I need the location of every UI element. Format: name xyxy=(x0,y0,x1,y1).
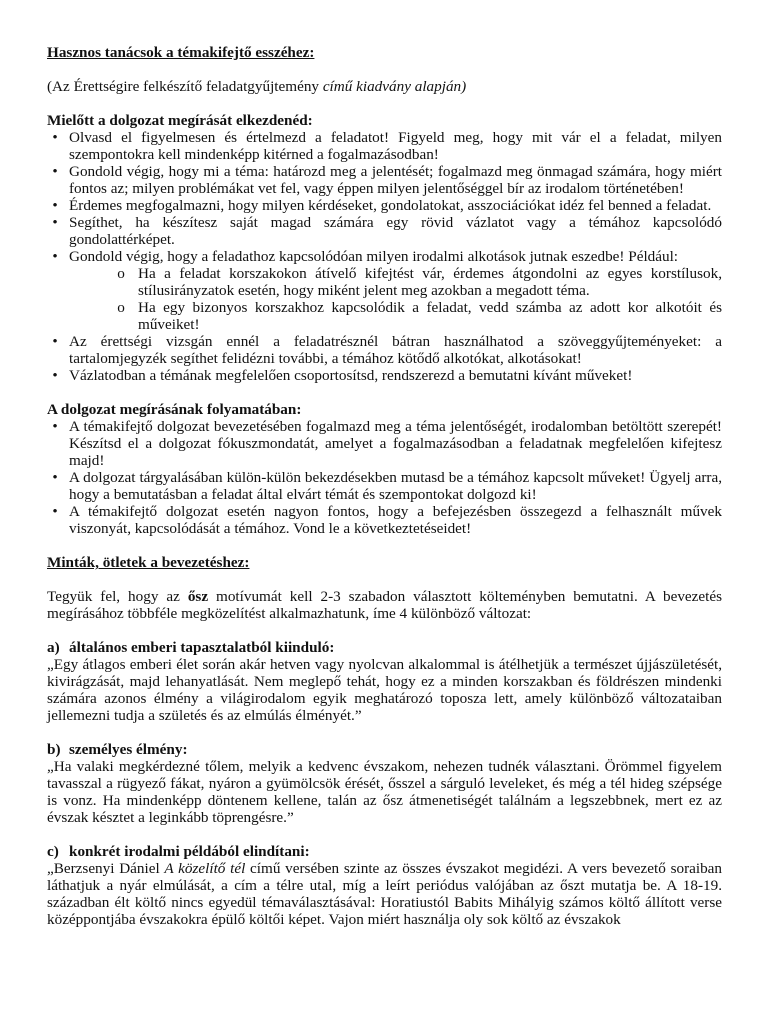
section-heading-examples: Minták, ötletek a bevezetéshez: xyxy=(47,554,250,571)
bullet-list-during-writing xyxy=(47,418,722,537)
bullet-icon: • xyxy=(52,469,58,486)
example-c-label: c) konkrét irodalmi példából elindítani: xyxy=(47,843,310,860)
list-item: • Gondold végig, hogy mi a téma: határozd meg a jelentését; fogalmazd meg önmagad számára, hogy miért fontos az; milyen problémákat vet fel, vagy éppen milyen jelentőséggel bír az irodalom történetében! xyxy=(47,163,722,197)
subtitle-part-1: (Az xyxy=(47,78,70,95)
list-item: • A témakifejtő dolgozat bevezetésében fogalmazd meg a téma jelentőségét, irodalomban betöltött szerepét! Készítsd el a dolgozat fókuszmondatát, amelyet a fogalmazásodban a feladatnak megfelelően kifejtesz majd! xyxy=(47,418,722,469)
bullet-icon: • xyxy=(52,197,58,214)
sub-list-item: o Ha a feladat korszakokon átívelő kifejtést vár, érdemes átgondolni az egyes korstílusok, stílusirányzatok esetén, hogy miként jelent meg azokban a megadott téma. xyxy=(117,265,722,299)
document-title: Hasznos tanácsok a témakifejtő esszéhez: xyxy=(47,44,315,61)
bullet-icon: • xyxy=(52,333,58,350)
list-item: • Vázlatodban a témának megfelelően csoportosítsd, rendszerezd a bemutatni kívánt műveket! xyxy=(47,367,722,384)
list-item: • Segíthet, ha készítesz saját magad számára egy rövid vázlatot vagy a témához kapcsolódó gondolattérképet. xyxy=(47,214,722,248)
bullet-list-before-writing xyxy=(47,129,722,384)
example-b-label: b) személyes élmény: xyxy=(47,741,188,758)
examples-intro: Tegyük fel, hogy az ősz motívumát kell 2-3 szabadon választott költeményben bemutatni. A bevezetés megírásához többféle megközelítést alkalmazhatunk, íme 4 különböző változat: xyxy=(47,588,723,622)
sub-list-item: o Ha egy bizonyos korszakhoz kapcsolódik a feladat, vedd számba az adott kor alkotóit és műveiket! xyxy=(117,299,722,333)
bullet-icon: • xyxy=(52,214,58,231)
section-heading-during-writing: A dolgozat megírásának folyamatában: xyxy=(47,401,302,418)
list-item: • Érdemes megfogalmazni, hogy milyen kérdéseket, gondolatokat, asszociációkat idéz fel benned a feladat. xyxy=(47,197,722,214)
document-subtitle xyxy=(47,78,722,95)
poem-title: A közelítő tél xyxy=(164,860,246,877)
bullet-icon: • xyxy=(52,163,58,180)
list-item: • A témakifejtő dolgozat esetén nagyon fontos, hogy a befejezésben összegezd a felhasznált művek viszonyát, kapcsolódását a témához. Vond le a következtetéseidet! xyxy=(47,503,722,537)
example-c-text: „Berzsenyi Dániel A közelítő tél című versében szinte az összes évszakot megidézi. A vers bevezető soraiban láthatjuk a nyár elmúlását, a cím a télre utal, míg a leírt periódus valójában az őszt mutatja be. A 18-19. században élt költő nincs egyedül témaválasztásával: Horatiustól Babits Mihályig számos költő állított verse középpontjába évszakokra épülő költői képet. Vajon miért használja oly sok költő az évszakok xyxy=(47,860,723,928)
bullet-icon: • xyxy=(52,248,58,265)
bullet-icon: • xyxy=(52,418,58,435)
list-item: • A dolgozat tárgyalásában külön-külön bekezdésekben mutasd be a témához kapcsolt műveket! Ügyelj arra, hogy a bemutatásban a feladat által elvárt témát és szempontokat dolgozd ki! xyxy=(47,469,722,503)
subtitle-part-2: Érettségire felkészítő feladatgyűjtemény xyxy=(73,78,320,95)
subtitle-part-3: című kiadvány alapján) xyxy=(322,78,467,95)
circle-bullet-icon: o xyxy=(117,265,125,282)
list-item: • Az érettségi vizsgán ennél a feladatrésznél bátran használhatod a szöveggyűjteményeket: a tartalomjegyzék segíthet felidézni további, a témához kötődő alkotókat, alkotásokat! xyxy=(47,333,722,367)
list-item: • Olvasd el figyelmesen és értelmezd a feladatot! Figyeld meg, hogy mit vár el a feladat, milyen szempontokra kell mindenképp kitérned a fogalmazásodban! xyxy=(47,129,722,163)
bullet-icon: • xyxy=(52,129,58,146)
intro-keyword: ősz xyxy=(187,588,209,605)
section-heading-before-writing: Mielőtt a dolgozat megírását elkezdenéd: xyxy=(47,112,313,129)
sub-bullet-list xyxy=(69,265,722,333)
example-a-label: a) általános emberi tapasztalatból kiinduló: xyxy=(47,639,335,656)
example-b-text: „Ha valaki megkérdezné tőlem, melyik a kedvenc évszakom, nehezen tudnék választani. Örömmel figyelem tavasszal a rügyező fákat, nyáron a gyümölcsök érését, ősszel a sárguló leveleket, és még a tél hideg szépsége is vonz. Ha mindenképp döntenem kellene, talán az ősz átmenetiségét találnám a legszebbnek, mert ez az évszak késztet a leginkább töprengésre.” xyxy=(47,758,722,826)
bullet-icon: • xyxy=(52,503,58,520)
circle-bullet-icon: o xyxy=(117,299,125,316)
document-page xyxy=(47,44,722,928)
example-a-text: „Egy átlagos emberi élet során akár hetven vagy nyolcvan alkalommal is átélhetjük a természet újjászületését, kivirágzását, majd lehanyatlását. Nem meglepő tehát, hogy ez a minden korszakban és földrészen mindenki számára azonos élmény a világirodalom egyik meghatározó toposza lett, amely különböző változataiban jellemezni tudja a születés és az elmúlás élményét.” xyxy=(47,656,722,724)
bullet-icon: • xyxy=(52,367,58,384)
list-item: • Gondold végig, hogy a feladathoz kapcsolódóan milyen irodalmi alkotások jutnak eszedbe! Például: o Ha a feladat korszakokon átívelő kifejtést vár, érdemes átgondolni az egyes korstílusok, stílusirányzatok esetén, hogy miként jelent meg azokban a megadott téma. o Ha egy bizonyos korszakhoz kapcsolódik a feladat, vedd számba az adott kor alkotóit és műveiket! xyxy=(47,248,722,333)
